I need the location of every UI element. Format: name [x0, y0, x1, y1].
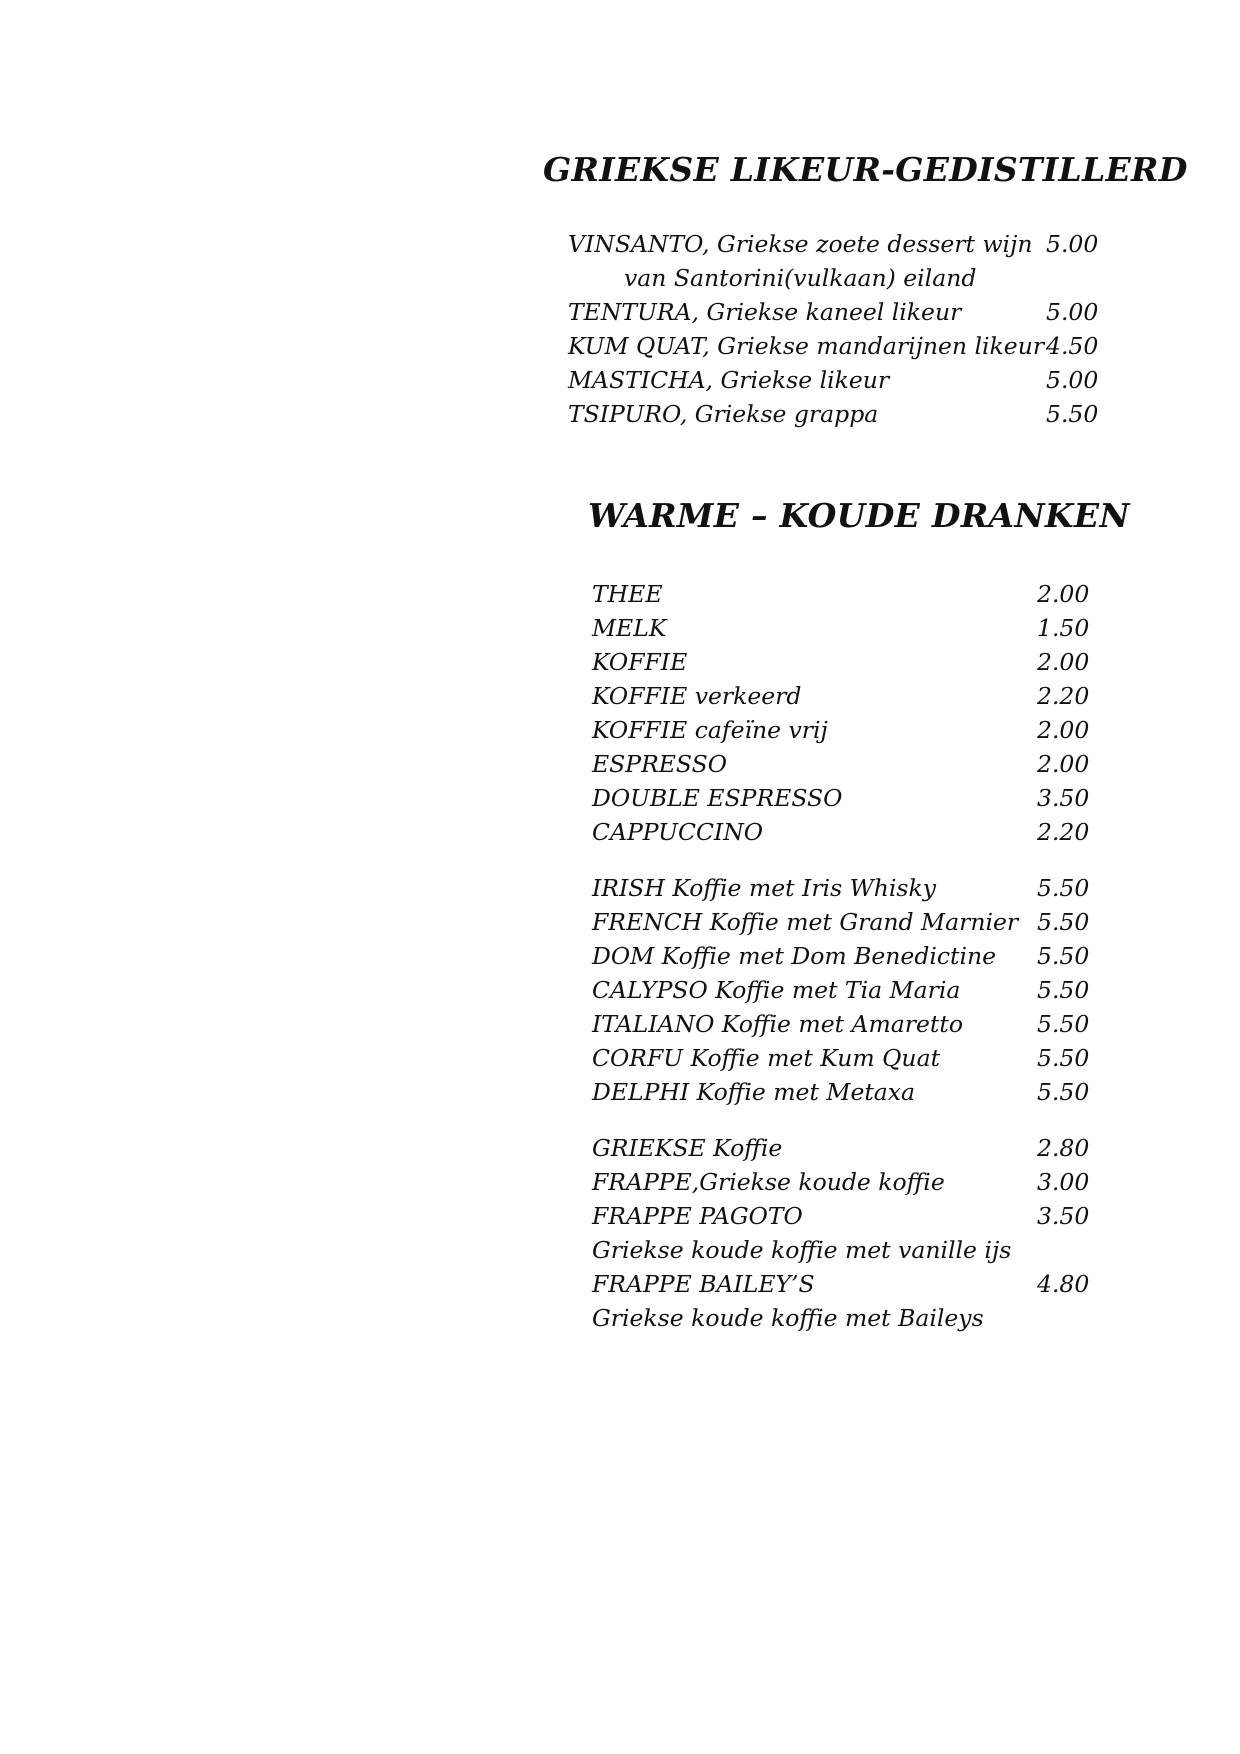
- item-price: 5.50: [1037, 942, 1090, 970]
- item-price: 3.50: [1037, 1202, 1090, 1230]
- item-price: 5.50: [1037, 976, 1090, 1004]
- item-price: 5.50: [1037, 1078, 1090, 1106]
- item-name: MASTICHA, Griekse likeur: [568, 366, 890, 394]
- section-title-likeur: GRIEKSE LIKEUR-GEDISTILLERD: [543, 150, 1188, 189]
- item-price: 2.00: [1037, 716, 1090, 744]
- item-name: ESPRESSO: [592, 750, 727, 778]
- item-price: 5.50: [1037, 1044, 1090, 1072]
- item-name: DOM Koffie met Dom Benedictine: [592, 942, 997, 970]
- item-price: 5.50: [1037, 908, 1090, 936]
- item-name: GRIEKSE Koffie: [592, 1134, 783, 1162]
- item-name: KOFFIE verkeerd: [592, 682, 802, 710]
- item-price: 5.50: [1037, 1010, 1090, 1038]
- item-name: CORFU Koffie met Kum Quat: [592, 1044, 941, 1072]
- item-price: 2.80: [1037, 1134, 1090, 1162]
- item-price: 5.50: [1037, 874, 1090, 902]
- item-name: FRAPPE BAILEY’S: [592, 1270, 815, 1298]
- item-price: 3.50: [1037, 784, 1090, 812]
- item-price: 5.00: [1046, 366, 1099, 394]
- item-name: FRAPPE PAGOTO: [592, 1202, 803, 1230]
- item-name: TENTURA, Griekse kaneel likeur: [568, 298, 962, 326]
- section-title-dranken: WARME – KOUDE DRANKEN: [588, 496, 1130, 535]
- item-name: FRAPPE,Griekse koude koffie: [592, 1168, 945, 1196]
- item-price: 5.50: [1046, 400, 1099, 428]
- item-price: 4.50: [1046, 332, 1099, 360]
- item-price: 5.00: [1046, 230, 1099, 258]
- item-name: Griekse koude koffie met Baileys: [592, 1304, 984, 1332]
- item-name: ITALIANO Koffie met Amaretto: [592, 1010, 963, 1038]
- item-name: CALYPSO Koffie met Tia Maria: [592, 976, 961, 1004]
- item-name: KUM QUAT, Griekse mandarijnen likeur: [568, 332, 1045, 360]
- item-name: KOFFIE: [592, 648, 688, 676]
- item-name: IRISH Koffie met Iris Whisky: [592, 874, 936, 902]
- item-price: 2.00: [1037, 750, 1090, 778]
- item-name: DOUBLE ESPRESSO: [592, 784, 843, 812]
- item-price: 1.50: [1037, 614, 1090, 642]
- item-name: Griekse koude koffie met vanille ijs: [592, 1236, 1012, 1264]
- item-name: CAPPUCCINO: [592, 818, 764, 846]
- item-name: DELPHI Koffie met Metaxa: [592, 1078, 916, 1106]
- item-name: TSIPURO, Griekse grappa: [568, 400, 879, 428]
- item-name: FRENCH Koffie met Grand Marnier: [592, 908, 1019, 936]
- item-name: KOFFIE cafeïne vrij: [592, 716, 828, 744]
- item-price: 4.80: [1037, 1270, 1090, 1298]
- item-name: THEE: [592, 580, 663, 608]
- item-name: MELK: [592, 614, 667, 642]
- item-price: 2.20: [1037, 818, 1090, 846]
- item-price: 2.20: [1037, 682, 1090, 710]
- item-price: 2.00: [1037, 580, 1090, 608]
- item-price: 3.00: [1037, 1168, 1090, 1196]
- item-price: 5.00: [1046, 298, 1099, 326]
- item-name: van Santorini(vulkaan) eiland: [624, 264, 977, 292]
- item-price: 2.00: [1037, 648, 1090, 676]
- item-name: VINSANTO, Griekse zoete dessert wijn: [568, 230, 1033, 258]
